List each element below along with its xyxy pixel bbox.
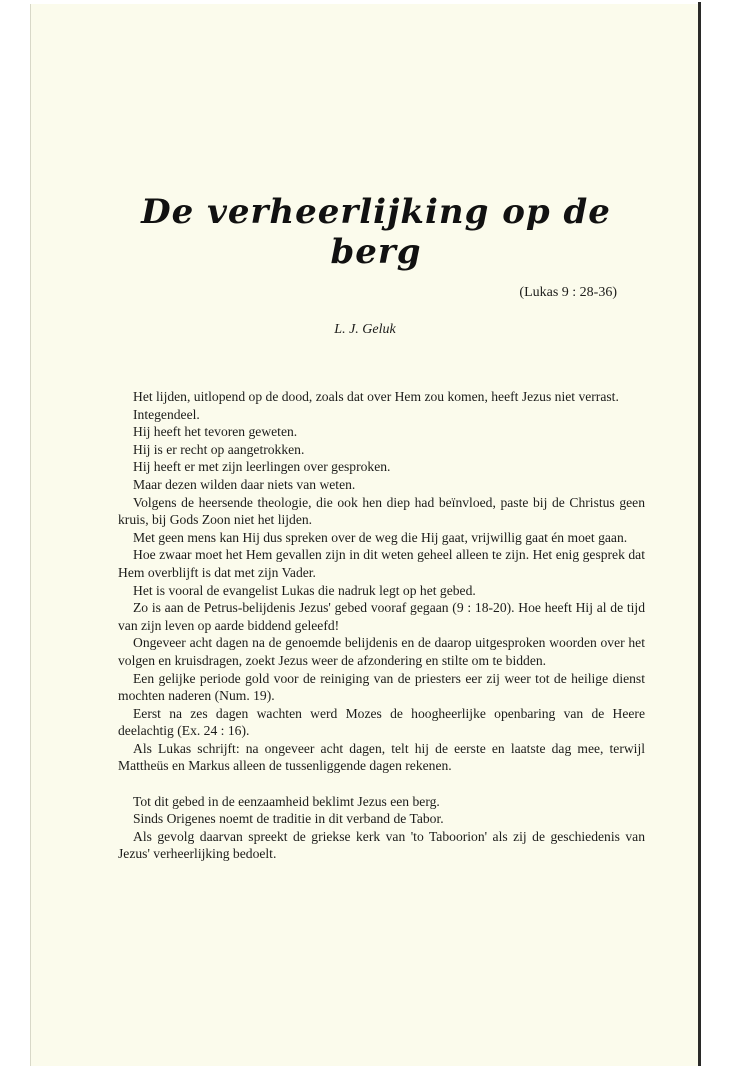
paragraph: Ongeveer acht dagen na de genoemde belijdenis en de daarop uitgesproken woorden over het volgen en kruisdragen, zoekt Jezus weer de afzondering en stilte om te bidden. — [118, 635, 645, 668]
author-name: L. J. Geluk — [334, 322, 396, 337]
paragraph: Hij is er recht op aangetrokken. — [133, 441, 305, 457]
paragraph: Een gelijke periode gold voor de reiniging van de priesters eer zij weer tot de heilige dienst mochten naderen (Num. 19). — [118, 670, 645, 704]
paragraph: Als gevolg daarvan spreekt de griekse kerk van 'to Taboorion' als zij de geschiedenis van Jezus' verheerlijking bedoelt. — [118, 828, 645, 862]
paragraph: Het is vooral de evangelist Lukas die nadruk legt op het gebed. — [133, 582, 476, 598]
paragraph: Sinds Origenes noemt de traditie in dit verband de Tabor. — [133, 811, 444, 827]
paragraph: Met geen mens kan Hij dus spreken over de weg die Hij gaat, vrijwillig gaat én moet gaan. — [133, 529, 628, 545]
article-body — [118, 388, 645, 863]
page-edge-shadow — [698, 2, 701, 1066]
paragraph: Maar dezen wilden daar niets van weten. — [133, 476, 356, 492]
paragraph: Hij heeft er met zijn leerlingen over gesproken. — [133, 459, 391, 475]
paragraph: Zo is aan de Petrus-belijdenis Jezus' gebed vooraf gegaan (9 : 18-20). Hoe heeft Hij al de tijd van zijn leven op aarde biddend geleefd! — [118, 600, 645, 633]
paragraph: Volgens de heersende theologie, die ook hen diep had beïnvloed, paste bij de Christus geen kruis, bij Gods Zoon niet het lijden. — [118, 494, 645, 528]
scripture-reference: (Lukas 9 : 28-36) — [519, 285, 617, 300]
paragraph: Integendeel. — [133, 406, 200, 422]
paragraph: Tot dit gebed in de eenzaamheid beklimt Jezus een berg. — [133, 793, 440, 809]
page — [30, 4, 699, 1066]
paragraph: Hij heeft het tevoren geweten. — [133, 424, 298, 440]
paragraph: Hoe zwaar moet het Hem gevallen zijn in dit weten geheel alleen te zijn. Het enig gesprek dat Hem overblijft is dat met zijn Vader. — [118, 547, 645, 580]
paragraph: Als Lukas schrijft: na ongeveer acht dagen, telt hij de eerste en laatste dag mee, terwijl Mattheüs en Markus alleen de tussenliggende dagen rekenen. — [118, 740, 645, 774]
paragraph: Het lijden, uitlopend op de dood, zoals dat over Hem zou komen, heeft Jezus niet verrast. — [133, 389, 619, 404]
article-title: De verheerlijking op de berg — [141, 192, 611, 272]
paragraph: Eerst na zes dagen wachten werd Mozes de hoogheerlijke openbaring van de Heere deelachtig (Ex. 24 : 16). — [118, 705, 645, 739]
